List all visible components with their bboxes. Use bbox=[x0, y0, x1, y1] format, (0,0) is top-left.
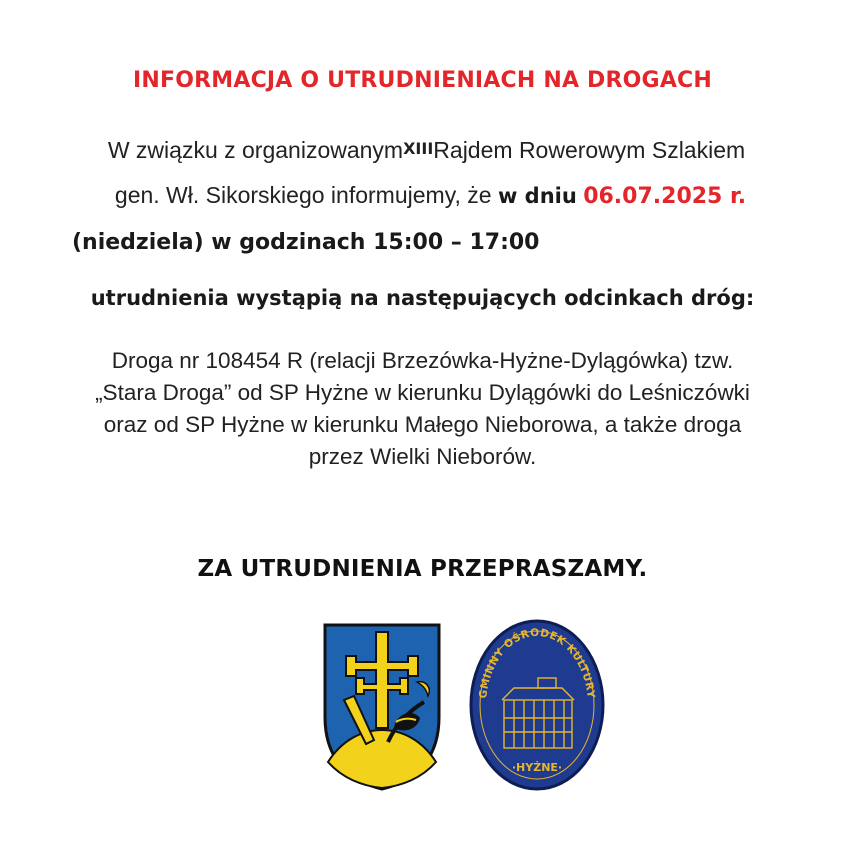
date-prefix: w dniu bbox=[497, 184, 577, 208]
route-line: Droga nr 108454 R (relacji Brzezówka-Hyżne-Dylągówka) tzw. bbox=[111, 348, 734, 373]
route-description bbox=[0, 345, 845, 473]
intro-line-2 bbox=[8, 182, 845, 209]
intro-line-1-b: Rajdem Rowerowym Szlakiem bbox=[433, 137, 746, 163]
event-date: 06.07.2025 r. bbox=[583, 184, 747, 209]
route-line: oraz od SP Hyżne w kierunku Małego Nieborowa, a także droga bbox=[103, 412, 742, 437]
route-line: „Stara Droga” od SP Hyżne w kierunku Dylągówki do Leśniczówki bbox=[95, 380, 750, 405]
notice-title: INFORMACJA O UTRUDNIENIACH NA DROGACH bbox=[132, 68, 712, 93]
coat-of-arms-icon bbox=[322, 622, 442, 792]
roman-numeral: XIII bbox=[403, 139, 434, 158]
time-range-line: (niedziela) w godzinach 15:00 – 17:00 bbox=[72, 230, 540, 255]
intro-line-1-a: W związku z organizowanym bbox=[107, 137, 404, 163]
badge-ring-text: GMINNY OŚRODEK KULTURY bbox=[477, 626, 597, 700]
intro-line-1 bbox=[4, 137, 845, 164]
route-line: przez Wielki Nieborów. bbox=[308, 444, 537, 469]
culture-center-badge bbox=[468, 618, 606, 792]
affected-roads-heading: utrudnienia wystąpią na następujących odcinkach dróg: bbox=[90, 286, 755, 310]
badge-bottom-text: ·HYŻNE· bbox=[511, 761, 563, 774]
apology-text: ZA UTRUDNIENIA PRZEPRASZAMY. bbox=[197, 556, 648, 582]
intro-line-2-a: gen. Wł. Sikorskiego informujemy, że bbox=[114, 182, 498, 208]
